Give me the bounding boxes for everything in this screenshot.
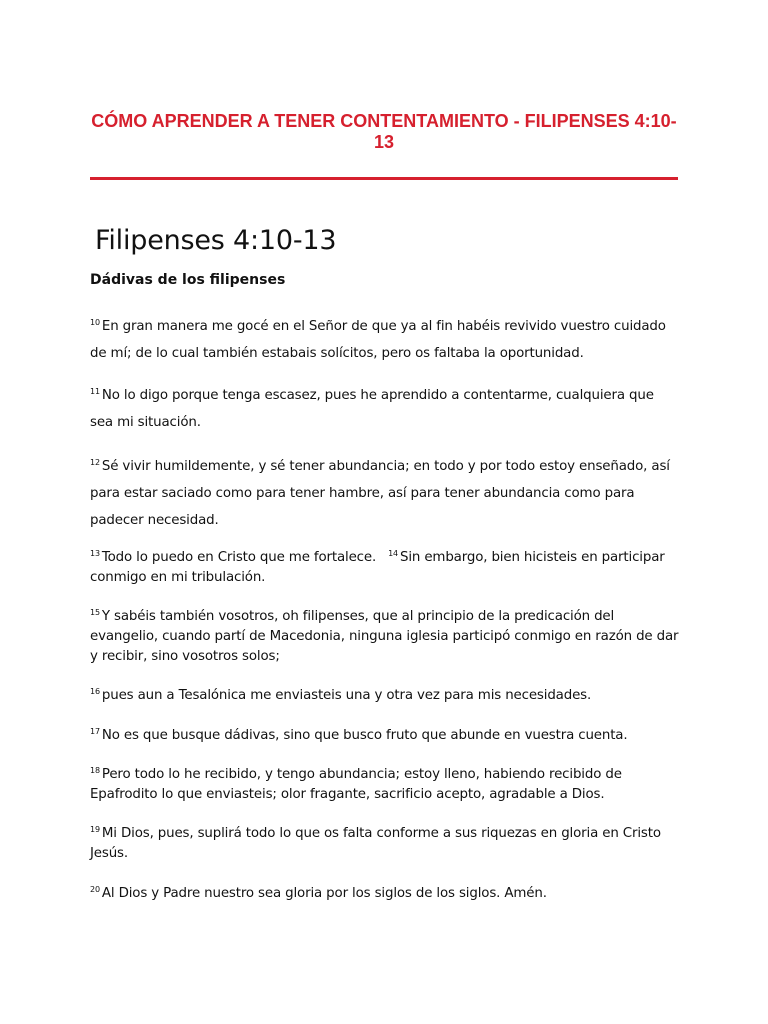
verse-15: [90, 607, 680, 667]
verse-text: pues aun a Tesalónica me enviasteis una y otra vez para mis necesidades.: [101, 688, 592, 703]
verse-number: 20: [90, 884, 100, 894]
verse-text: Sin embargo, bien hicisteis en participar conmigo en mi tribulación.: [90, 550, 665, 585]
verse-number: 11: [90, 386, 100, 396]
verse-number: 12: [90, 457, 100, 467]
verse-number: 17: [90, 726, 100, 736]
verse-text: Al Dios y Padre nuestro sea gloria por los siglos de los siglos. Amén.: [101, 886, 547, 901]
verse-number: 16: [90, 686, 100, 696]
verse-10: [90, 313, 680, 367]
verse-number: 10: [90, 317, 100, 327]
verse-19: [90, 824, 680, 864]
verse-number: 15: [90, 607, 100, 617]
passage-heading: Filipenses 4:10-13: [95, 225, 337, 256]
verse-text: Pero todo lo he recibido, y tengo abundancia; estoy lleno, habiendo recibido de Epafrodito lo que enviasteis; olor fragante, sacrificio acepto, agradable a Dios.: [90, 767, 622, 802]
verse-number: 18: [90, 765, 100, 775]
verse-number: 14: [388, 548, 398, 558]
verse-text: Y sabéis también vosotros, oh filipenses, que al principio de la predicación del evangelio, cuando partí de Macedonia, ninguna iglesia participó conmigo en razón de dar y recibir, sino vosotros solos;: [90, 609, 679, 664]
document-title: CÓMO APRENDER A TENER CONTENTAMIENTO - FILIPENSES 4:10-13: [91, 111, 677, 152]
verse-text: No es que busque dádivas, sino que busco fruto que abunde en vuestra cuenta.: [101, 728, 628, 743]
verse-number: 19: [90, 824, 100, 834]
verse-text: No lo digo porque tenga escasez, pues he aprendido a contentarme, cualquiera que sea mi situación.: [90, 388, 654, 430]
verse-11: [90, 382, 680, 436]
verse-number: 13: [90, 548, 100, 558]
title-divider: [90, 177, 678, 180]
verse-12: [90, 453, 680, 534]
verse-16: [90, 686, 680, 706]
verse-18: [90, 765, 680, 805]
verse-20: [90, 884, 680, 904]
verse-13-14: [90, 548, 680, 588]
section-heading: Dádivas de los filipenses: [90, 272, 286, 288]
verse-17: [90, 726, 680, 746]
verse-text: Sé vivir humildemente, y sé tener abundancia; en todo y por todo estoy enseñado, así para estar saciado como para tener hambre, así para tener abundancia como para padecer necesidad.: [90, 459, 670, 528]
verse-text: Mi Dios, pues, suplirá todo lo que os falta conforme a sus riquezas en gloria en Cristo Jesús.: [90, 826, 661, 861]
verse-text: Todo lo puedo en Cristo que me fortalece.: [101, 550, 377, 565]
verse-text: En gran manera me gocé en el Señor de que ya al fin habéis revivido vuestro cuidado de mí; de lo cual también estabais solícitos, pero os faltaba la oportunidad.: [90, 319, 666, 361]
